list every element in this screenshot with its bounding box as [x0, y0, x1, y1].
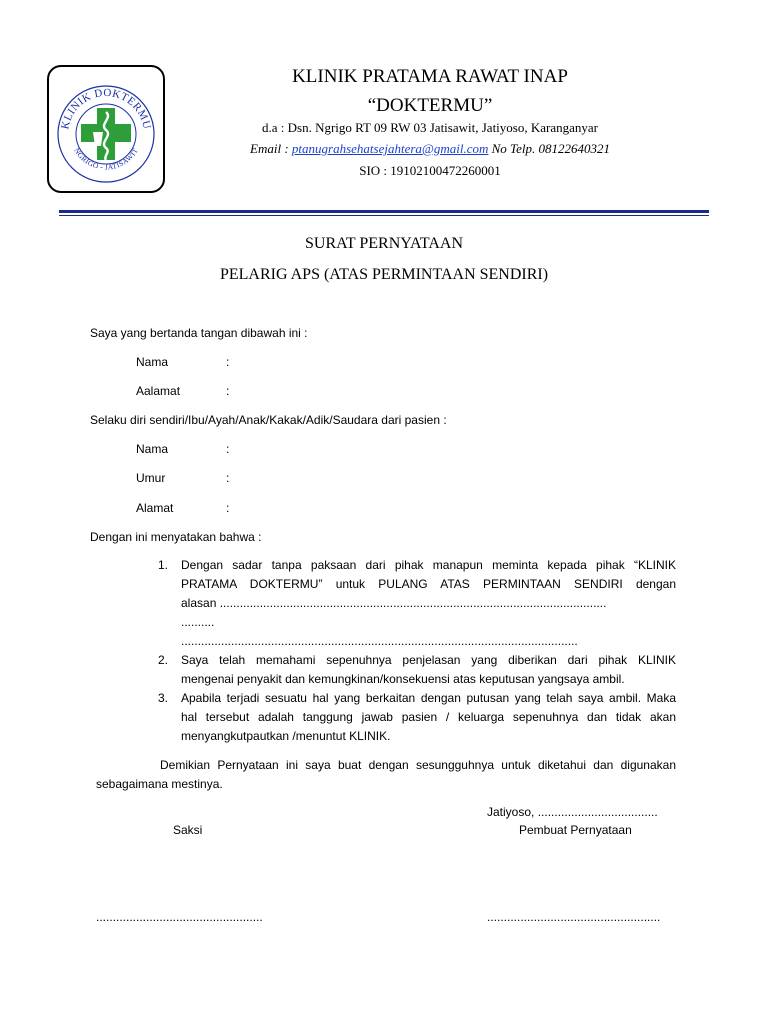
logo-arc-text-top: KLINIK DOKTERMU: [59, 86, 153, 131]
signer-name-label: Nama: [136, 355, 169, 369]
item-1-reason-line: alasan ....................................................................................................................: [181, 596, 607, 610]
intro-text: Saya yang bertanda tangan dibawah ini :: [90, 326, 308, 340]
witness-label: Saksi: [173, 823, 203, 837]
clinic-logo-emblem: [53, 72, 159, 188]
clinic-address: d.a : Dsn. Ngrigo RT 09 RW 03 Jatisawit, Jatiyoso, Karanganyar: [262, 120, 598, 135]
relation-text: Selaku diri sendiri/Ibu/Ayah/Anak/Kakak/Adik/Saudara dari pasien :: [90, 413, 447, 427]
item-1-line-2: PRATAMA DOKTERMU” untuk PULANG ATAS PERMINTAAN SENDIRI dengan: [181, 577, 676, 591]
statement-intro: Dengan ini menyatakan bahwa :: [90, 530, 262, 544]
signer-name-colon: :: [226, 355, 230, 369]
item-2-number: 2.: [158, 653, 169, 667]
email-link[interactable]: ptanugrahsehatsejahtera@gmail.com: [291, 141, 489, 156]
patient-age-colon: :: [226, 471, 230, 485]
item-3-line-3: menyangkutpautkan /menuntut KLINIK.: [181, 729, 391, 743]
signer-address-colon: :: [226, 384, 230, 398]
closing-line-2: sebagaimana mestinya.: [96, 777, 223, 791]
item-3-line-2: hal tersebut adalah tanggung jawab pasien / keluarga sepenuhnya dan tidak akan: [181, 710, 676, 724]
item-1-line-1: Dengan sadar tanpa paksaan dari pihak manapun meminta kepada pihak “KLINIK: [181, 558, 676, 572]
clinic-contact: [180, 141, 680, 157]
item-2-line-2: mengenai penyakit dan kemungkinan/konsekuensi atas keputusan yangsaya ambil.: [181, 672, 625, 686]
logo-arc-text-bottom: NGRIGO - JATISAWIT: [72, 146, 140, 172]
patient-address-label: Alamat: [136, 501, 174, 515]
header-divider-thin: [59, 215, 709, 216]
item-1-reason-continuation: ..........: [181, 615, 215, 629]
witness-signature-line: ..................................................: [96, 910, 263, 924]
place-date: Jatiyoso, ....................................: [487, 805, 658, 819]
item-1-number: 1.: [158, 558, 169, 572]
item-3-number: 3.: [158, 691, 169, 705]
clinic-sio: SIO : 19102100472260001: [359, 163, 501, 178]
item-3-line-1: Apabila terjadi sesuatu hal yang berkaitan dengan putusan yang telah saya ambil. Maka: [181, 691, 676, 705]
email-label: Email :: [250, 141, 292, 156]
clinic-name: KLINIK PRATAMA RAWAT INAP: [292, 66, 568, 87]
phone-number: No Telp. 08122640321: [488, 141, 610, 156]
signer-address-label: Aalamat: [136, 384, 181, 398]
document-title: SURAT PERNYATAAN: [304, 235, 463, 252]
patient-address-colon: :: [226, 501, 230, 515]
patient-name-colon: :: [226, 442, 230, 456]
closing-line-1: Demikian Pernyataan ini saya buat dengan sesungguhnya untuk diketahui dan digunakan: [160, 758, 676, 772]
maker-signature-line: ....................................................: [487, 910, 661, 924]
patient-age-label: Umur: [136, 471, 166, 485]
patient-name-label: Nama: [136, 442, 169, 456]
item-2-line-1: Saya telah memahami sepenuhnya penjelasan yang diberikan dari pihak KLINIK: [181, 653, 676, 667]
maker-label: Pembuat Pernyataan: [519, 823, 632, 837]
header-divider-thick: [59, 210, 709, 213]
document-subtitle: PELARIG APS (ATAS PERMINTAAN SENDIRI): [219, 266, 549, 283]
item-1-reason-extra-line: .......................................................................................................................: [181, 634, 578, 648]
clinic-logo: [47, 65, 165, 193]
clinic-brand: “DOKTERMU”: [367, 95, 493, 116]
